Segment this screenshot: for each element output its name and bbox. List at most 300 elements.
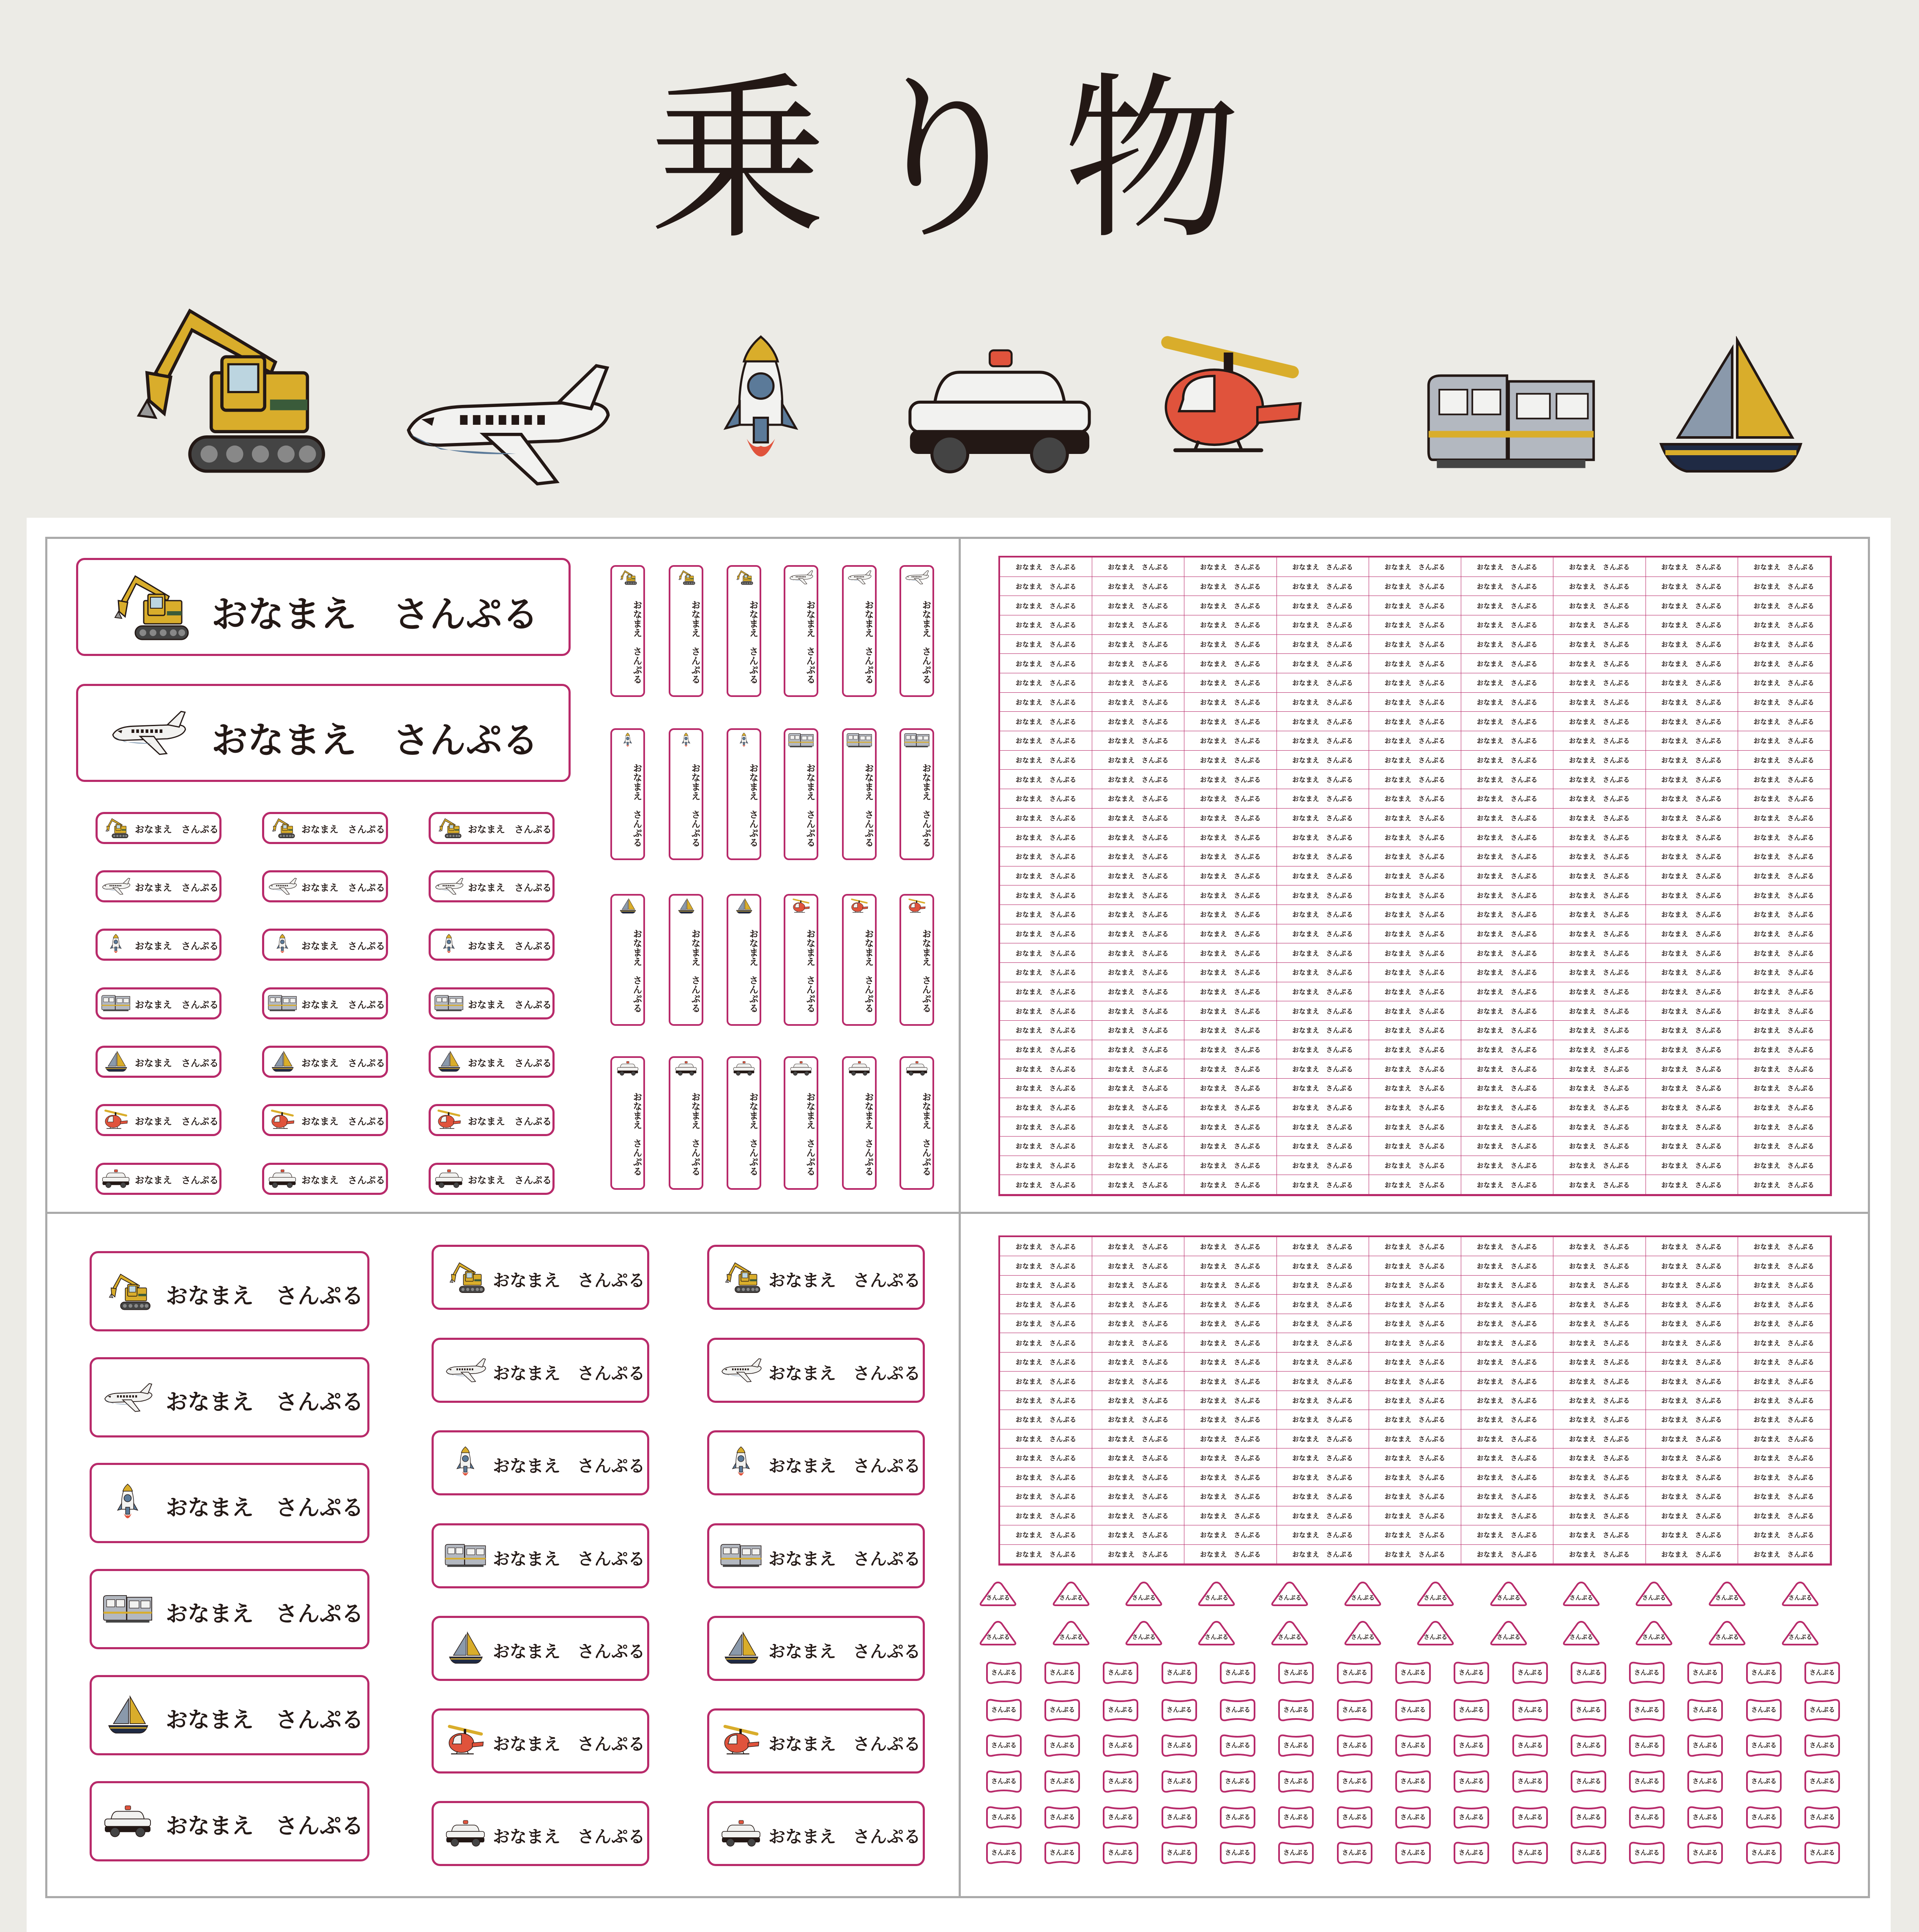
triangle-label [979, 1581, 1017, 1607]
mini-label: おなまえ さんぷる [1184, 1333, 1277, 1352]
label-text: さんぷる [1751, 1849, 1777, 1856]
mini-label: おなまえ さんぷる [1461, 1391, 1553, 1410]
label-text: おなまえ さんぷる [690, 929, 700, 1013]
mini-label: おなまえ さんぷる [1000, 1372, 1092, 1391]
label-text: さんぷる [1458, 1706, 1484, 1713]
label-text: さんぷる [1400, 1741, 1426, 1749]
helicopter-icon [720, 1724, 762, 1758]
bean-label [1801, 1769, 1843, 1794]
mini-label: おなまえ さんぷる [1461, 1098, 1553, 1118]
bean-label [1392, 1805, 1434, 1830]
bean-label [1334, 1805, 1376, 1830]
mini-label: おなまえ さんぷる [1738, 1506, 1830, 1525]
label-text: さんぷる [1049, 1706, 1075, 1713]
label-text: おなまえ さんぷる [135, 941, 219, 952]
mini-label: おなまえ さんぷる [1000, 963, 1092, 982]
bean-label [1509, 1769, 1551, 1794]
excavator-icon [268, 817, 297, 839]
train-icon [444, 1539, 487, 1573]
bean-label [1099, 1769, 1142, 1794]
mini-label: おなまえ さんぷる [1646, 847, 1738, 866]
airplane-icon [444, 1353, 487, 1387]
train-icon [787, 732, 815, 749]
name-label [707, 1245, 925, 1310]
mini-label: おなまえ さんぷる [1000, 596, 1092, 615]
mini-label: おなまえ さんぷる [1092, 1098, 1184, 1118]
mini-label: おなまえ さんぷる [1646, 1525, 1738, 1544]
bean-label [1041, 1840, 1083, 1866]
bean-label [1334, 1697, 1376, 1723]
rocket-icon [444, 1446, 487, 1480]
label-text: さんぷる [1517, 1849, 1543, 1856]
mini-label: おなまえ さんぷる [1553, 751, 1646, 770]
mini-label: おなまえ さんぷる [1738, 1314, 1830, 1333]
mini-label: おなまえ さんぷる [1646, 789, 1738, 809]
mini-label: おなまえ さんぷる [1369, 1040, 1461, 1060]
label-text: おなまえ さんぷる [805, 600, 815, 684]
triangle-label [1197, 1620, 1236, 1646]
mini-label: おなまえ さんぷる [1277, 751, 1369, 770]
mini-label: おなまえ さんぷる [1092, 1391, 1184, 1410]
mini-label: おなまえ さんぷる [1553, 828, 1646, 847]
bean-label [1684, 1769, 1726, 1794]
mini-label: おなまえ さんぷる [1553, 615, 1646, 635]
mini-label: おなまえ さんぷる [1646, 1410, 1738, 1429]
mini-label: おなまえ さんぷる [1092, 1314, 1184, 1333]
mini-label: おなまえ さんぷる [1461, 1545, 1553, 1564]
mini-label: おなまえ さんぷる [1092, 1256, 1184, 1275]
mini-label: おなまえ さんぷる [1646, 1545, 1738, 1564]
mini-label: おなまえ さんぷる [1738, 770, 1830, 789]
mini-label: おなまえ さんぷる [1461, 789, 1553, 809]
mini-label: おなまえ さんぷる [1184, 577, 1277, 596]
name-label [432, 1245, 649, 1310]
mini-label: おなまえ さんぷる [1553, 654, 1646, 673]
bean-label [1567, 1805, 1610, 1830]
mini-label: おなまえ さんぷる [1369, 1468, 1461, 1487]
mini-label: おなまえ さんぷる [1000, 982, 1092, 1002]
mini-label: おなまえ さんぷる [1646, 1506, 1738, 1525]
label-text: さんぷる [1692, 1849, 1718, 1856]
triangle-label [1270, 1581, 1309, 1607]
mini-label: おなまえ さんぷる [1553, 577, 1646, 596]
label-text: さんぷる [1809, 1849, 1835, 1856]
bean-label [1801, 1697, 1843, 1723]
mini-label: おなまえ さんぷる [1000, 1276, 1092, 1295]
label-text: おなまえ さんぷる [921, 929, 931, 1013]
label-text: さんぷる [1049, 1777, 1075, 1785]
train-icon [902, 732, 931, 749]
label-text: さんぷる [1642, 1634, 1666, 1641]
mini-label: おなまえ さんぷる [1738, 577, 1830, 596]
mini-label: おなまえ さんぷる [1277, 1175, 1369, 1194]
label-text: おなまえ さんぷる [631, 600, 642, 684]
label-text: さんぷる [1342, 1849, 1367, 1856]
label-text: さんぷる [1575, 1777, 1601, 1785]
mini-label: おなまえ さんぷる [1277, 1276, 1369, 1295]
mini-label: おなまえ さんぷる [1092, 1506, 1184, 1525]
label-text: さんぷる [1059, 1595, 1083, 1601]
bean-label [1567, 1769, 1610, 1794]
mini-label: おなまえ さんぷる [1738, 1276, 1830, 1295]
mini-label: おなまえ さんぷる [1646, 809, 1738, 828]
name-label [429, 812, 555, 844]
label-text: さんぷる [1107, 1741, 1133, 1749]
mini-label: おなまえ さんぷる [1369, 1001, 1461, 1021]
label-text: おなまえ さんぷる [468, 1175, 552, 1186]
name-label [96, 1163, 221, 1195]
mini-label: おなまえ さんぷる [1277, 693, 1369, 712]
mini-label: おなまえ さんぷる [1184, 712, 1277, 731]
mini-label: おなまえ さんぷる [1184, 1021, 1277, 1040]
mini-label: おなまえ さんぷる [1646, 982, 1738, 1002]
mini-label: おなまえ さんぷる [1369, 731, 1461, 751]
mini-label: おなまえ さんぷる [1461, 1276, 1553, 1295]
train-icon [101, 992, 131, 1014]
mini-label: おなまえ さんぷる [1461, 635, 1553, 654]
mini-label: おなまえ さんぷる [1738, 654, 1830, 673]
mini-label: おなまえ さんぷる [1553, 1137, 1646, 1156]
mini-label: おなまえ さんぷる [1277, 1525, 1369, 1544]
airplane-icon [102, 1377, 153, 1418]
label-text: さんぷる [1166, 1706, 1192, 1713]
triangle-label [1343, 1620, 1382, 1646]
helicopter-icon [444, 1724, 487, 1758]
label-text: さんぷる [1205, 1634, 1228, 1641]
mini-label: おなまえ さんぷる [1092, 770, 1184, 789]
bean-label [1626, 1697, 1668, 1723]
mini-label: おなまえ さんぷる [1461, 1353, 1553, 1372]
bean-label [1099, 1805, 1142, 1830]
sailboat-icon [720, 1631, 762, 1665]
mini-label: おなまえ さんぷる [1553, 1487, 1646, 1506]
mini-label: おなまえ さんぷる [1184, 1156, 1277, 1175]
mini-label: おなまえ さんぷる [1184, 1353, 1277, 1372]
mini-label: おなまえ さんぷる [1184, 809, 1277, 828]
mini-label: おなまえ さんぷる [1184, 866, 1277, 886]
mini-label: おなまえ さんぷる [1277, 770, 1369, 789]
label-text: さんぷる [1351, 1634, 1375, 1641]
label-text: おなまえ さんぷる [921, 763, 931, 847]
mini-label: おなまえ さんぷる [1277, 731, 1369, 751]
vertical-name-label [669, 565, 703, 697]
label-text: さんぷる [991, 1777, 1017, 1785]
mini-label: おなまえ さんぷる [1277, 1001, 1369, 1021]
bean-label [1450, 1769, 1493, 1794]
label-text: さんぷる [1107, 1706, 1133, 1713]
label-text: おなまえ さんぷる [135, 1116, 219, 1127]
mini-label: おなまえ さんぷる [1646, 596, 1738, 615]
bean-label [983, 1840, 1025, 1866]
vertical-name-label [899, 565, 934, 697]
mini-label: おなまえ さんぷる [1000, 1314, 1092, 1333]
mini-label: おなまえ さんぷる [1092, 963, 1184, 982]
label-text: おなまえ さんぷる [301, 1058, 385, 1069]
mini-label: おなまえ さんぷる [1738, 1448, 1830, 1467]
name-label [262, 987, 388, 1019]
mini-label: おなまえ さんぷる [1646, 1021, 1738, 1040]
bean-label [1158, 1840, 1200, 1866]
mini-label: おなまえ さんぷる [1184, 1391, 1277, 1410]
label-text: さんぷる [986, 1595, 1010, 1601]
mini-label: おなまえ さんぷる [1646, 1391, 1738, 1410]
mini-label: おなまえ さんぷる [1000, 905, 1092, 924]
airplane-icon [101, 875, 131, 897]
helicopter-icon [787, 898, 815, 914]
label-text: おなまえ さんぷる [768, 1271, 921, 1290]
mini-label: おなまえ さんぷる [1646, 1333, 1738, 1352]
mini-label: おなまえ さんぷる [1461, 982, 1553, 1002]
bean-label [1509, 1805, 1551, 1830]
mini-label: おなまえ さんぷる [1000, 828, 1092, 847]
bean-label [1626, 1805, 1668, 1830]
mini-label: おなまえ さんぷる [1738, 615, 1830, 635]
label-text: おなまえ さんぷる [468, 1116, 552, 1127]
bean-label [1392, 1840, 1434, 1866]
triangle-label [979, 1620, 1017, 1646]
label-text: さんぷる [1107, 1813, 1133, 1821]
label-text: おなまえ さんぷる [863, 929, 874, 1013]
bean-label [1041, 1733, 1083, 1758]
vertical-name-label [899, 728, 934, 860]
mini-label: おなまえ さんぷる [1738, 885, 1830, 905]
mini-label: おなまえ さんぷる [1184, 1175, 1277, 1194]
bean-label [1158, 1769, 1200, 1794]
mini-label: おなまえ さんぷる [1553, 1237, 1646, 1256]
label-text: おなまえ さんぷる [135, 883, 219, 894]
bean-label [983, 1769, 1025, 1794]
mini-label: おなまえ さんぷる [1553, 963, 1646, 982]
rocket-icon [268, 934, 297, 956]
police-car-icon [845, 1060, 874, 1077]
triangle-label [1489, 1581, 1528, 1607]
mini-label: おなまえ さんぷる [1184, 982, 1277, 1002]
label-text: さんぷる [1400, 1849, 1426, 1856]
label-text: さんぷる [1049, 1813, 1075, 1821]
mini-label: おなまえ さんぷる [1277, 963, 1369, 982]
label-text: さんぷる [1634, 1813, 1659, 1821]
mini-label: おなまえ さんぷる [1184, 1098, 1277, 1118]
mini-label: おなまえ さんぷる [1000, 943, 1092, 963]
mini-label: おなまえ さんぷる [1461, 673, 1553, 693]
mini-label: おなまえ さんぷる [1369, 635, 1461, 654]
label-text: さんぷる [1225, 1741, 1250, 1749]
label-text: さんぷる [1569, 1595, 1593, 1601]
mini-label: おなまえ さんぷる [1369, 1175, 1461, 1194]
mini-label: おなまえ さんぷる [1000, 712, 1092, 731]
mini-label: おなまえ さんぷる [1553, 1314, 1646, 1333]
triangle-label [1416, 1581, 1455, 1607]
rocket-icon [613, 732, 642, 749]
mini-label: おなまえ さんぷる [1092, 982, 1184, 1002]
police-car-icon [102, 1801, 153, 1842]
label-text: おなまえ さんぷる [690, 763, 700, 847]
police-car-icon [672, 1060, 700, 1077]
mini-label: おなまえ さんぷる [1000, 1468, 1092, 1487]
mini-label: おなまえ さんぷる [1461, 1137, 1553, 1156]
mini-label: おなまえ さんぷる [1184, 1506, 1277, 1525]
bean-label [1158, 1697, 1200, 1723]
mini-label: おなまえ さんぷる [1277, 1506, 1369, 1525]
mini-label: おなまえ さんぷる [1369, 943, 1461, 963]
mini-label: おなまえ さんぷる [1553, 905, 1646, 924]
bean-label [1275, 1697, 1317, 1723]
label-text: おなまえ さんぷる [690, 600, 700, 684]
bean-label [1216, 1840, 1259, 1866]
train-icon [1424, 363, 1598, 482]
name-label [432, 1338, 649, 1403]
bean-label [1216, 1697, 1259, 1723]
mini-label: おなまえ さんぷる [1184, 1468, 1277, 1487]
label-text: おなまえ さんぷる [468, 1058, 552, 1069]
name-label [262, 870, 388, 902]
label-text: おなまえ さんぷる [805, 929, 815, 1013]
label-text: さんぷる [1517, 1741, 1543, 1749]
mini-label: おなまえ さんぷる [1277, 1295, 1369, 1314]
mini-label: おなまえ さんぷる [1000, 770, 1092, 789]
mini-label: おなまえ さんぷる [1000, 1079, 1092, 1098]
label-text: さんぷる [1283, 1669, 1309, 1676]
mini-label: おなまえ さんぷる [1000, 1448, 1092, 1467]
mini-label: おなまえ さんぷる [1738, 751, 1830, 770]
bean-label [1041, 1660, 1083, 1686]
mini-label: おなまえ さんぷる [1461, 1487, 1553, 1506]
mini-label: おなまえ さんぷる [1553, 596, 1646, 615]
name-label [429, 1104, 555, 1136]
mini-label: おなまえ さんぷる [1369, 982, 1461, 1002]
mini-label: おなまえ さんぷる [1461, 1156, 1553, 1175]
label-text: さんぷる [1751, 1813, 1777, 1821]
mini-label: おなまえ さんぷる [1092, 1295, 1184, 1314]
mini-label: おなまえ さんぷる [1092, 1040, 1184, 1060]
mini-label: おなまえ さんぷる [1277, 615, 1369, 635]
mini-label: おなまえ さんぷる [1277, 1487, 1369, 1506]
mini-label: おなまえ さんぷる [1553, 847, 1646, 866]
bean-label [1684, 1805, 1726, 1830]
label-text: おなまえ さんぷる [768, 1549, 921, 1569]
name-label [262, 812, 388, 844]
label-text: さんぷる [1351, 1595, 1375, 1601]
mini-label: おなまえ さんぷる [1738, 866, 1830, 886]
mini-label: おなまえ さんぷる [1092, 635, 1184, 654]
mini-label: おなまえ さんぷる [1092, 828, 1184, 847]
helicopter-icon [101, 1109, 131, 1131]
mini-label: おなまえ さんぷる [1000, 1333, 1092, 1352]
mini-label: おなまえ さんぷる [1369, 1256, 1461, 1275]
mini-label: おなまえ さんぷる [1553, 866, 1646, 886]
mini-label: おなまえ さんぷる [1369, 1333, 1461, 1352]
mini-label: おなまえ さんぷる [1646, 654, 1738, 673]
label-text: さんぷる [1225, 1777, 1250, 1785]
bean-label [983, 1805, 1025, 1830]
mini-label: おなまえ さんぷる [1369, 1276, 1461, 1295]
excavator-icon [104, 571, 192, 643]
mini-label: おなまえ さんぷる [1369, 712, 1461, 731]
name-label [432, 1430, 649, 1495]
mini-label: おなまえ さんぷる [1738, 712, 1830, 731]
helicopter-icon [268, 1109, 297, 1131]
bean-label [1099, 1840, 1142, 1866]
triangle-label [1343, 1581, 1382, 1607]
mini-label: おなまえ さんぷる [1738, 731, 1830, 751]
mini-label: おなまえ さんぷる [1553, 1117, 1646, 1137]
name-label [90, 1675, 369, 1755]
mini-label: おなまえ さんぷる [1000, 1175, 1092, 1194]
mini-label: おなまえ さんぷる [1184, 1487, 1277, 1506]
label-text: さんぷる [1809, 1706, 1835, 1713]
mini-label: おなまえ さんぷる [1184, 693, 1277, 712]
mini-label: おなまえ さんぷる [1369, 1295, 1461, 1314]
mini-label: おなまえ さんぷる [1738, 557, 1830, 577]
mini-label: おなまえ さんぷる [1369, 577, 1461, 596]
mini-label: おなまえ さんぷる [1092, 943, 1184, 963]
label-text: さんぷる [1283, 1741, 1309, 1749]
mini-label: おなまえ さんぷる [1553, 1175, 1646, 1194]
mini-label: おなまえ さんぷる [1277, 673, 1369, 693]
label-text: さんぷる [991, 1669, 1017, 1676]
mini-label: おなまえ さんぷる [1277, 577, 1369, 596]
bean-label [1626, 1840, 1668, 1866]
mini-label: おなまえ さんぷる [1738, 1333, 1830, 1352]
triangle-label [1416, 1620, 1455, 1646]
mini-label: おなまえ さんぷる [1092, 712, 1184, 731]
mini-label: おなまえ さんぷる [1738, 789, 1830, 809]
bean-label [1626, 1733, 1668, 1758]
label-text: おなまえ さんぷる [301, 1000, 385, 1011]
label-text: さんぷる [986, 1634, 1010, 1641]
mini-label: おなまえ さんぷる [1738, 1410, 1830, 1429]
name-label [429, 1163, 555, 1195]
mini-label: おなまえ さんぷる [1277, 1040, 1369, 1060]
label-text: おなまえ さんぷる [166, 1601, 364, 1627]
mini-label: おなまえ さんぷる [1553, 1021, 1646, 1040]
mini-label: おなまえ さんぷる [1092, 577, 1184, 596]
label-text: さんぷる [1692, 1741, 1718, 1749]
mini-label: おなまえ さんぷる [1369, 1353, 1461, 1372]
triangle-label [1124, 1581, 1163, 1607]
mini-label: おなまえ さんぷる [1738, 1059, 1830, 1079]
vertical-name-label [610, 565, 645, 697]
label-text: さんぷる [991, 1706, 1017, 1713]
mini-label: おなまえ さんぷる [1553, 1525, 1646, 1544]
name-label [432, 1616, 649, 1681]
mini-label: おなまえ さんぷる [1461, 1001, 1553, 1021]
mini-label: おなまえ さんぷる [1738, 1372, 1830, 1391]
mini-label: おなまえ さんぷる [1369, 1506, 1461, 1525]
airplane-icon [104, 708, 192, 758]
mini-label: おなまえ さんぷる [1646, 673, 1738, 693]
label-text: さんぷる [1751, 1706, 1777, 1713]
mini-label: おなまえ さんぷる [1553, 731, 1646, 751]
sailboat-icon [1648, 336, 1809, 480]
label-text: さんぷる [1342, 1669, 1367, 1676]
label-text: さんぷる [1278, 1634, 1301, 1641]
label-text: おなまえ さんぷる [166, 1283, 364, 1309]
bean-label [1509, 1660, 1551, 1686]
label-text: おなまえ さんぷる [493, 1642, 645, 1661]
bean-label [1450, 1805, 1493, 1830]
helicopter-icon [902, 898, 931, 914]
name-label [90, 1357, 369, 1437]
mini-label: おなまえ さんぷる [1277, 1372, 1369, 1391]
vertical-name-label [784, 728, 818, 860]
mini-label: おなまえ さんぷる [1277, 1117, 1369, 1137]
mini-label: おなまえ さんぷる [1646, 1059, 1738, 1079]
mini-label: おなまえ さんぷる [1461, 693, 1553, 712]
mini-label: おなまえ さんぷる [1277, 557, 1369, 577]
mini-label: おなまえ さんぷる [1646, 1137, 1738, 1156]
triangle-label [1781, 1620, 1820, 1646]
